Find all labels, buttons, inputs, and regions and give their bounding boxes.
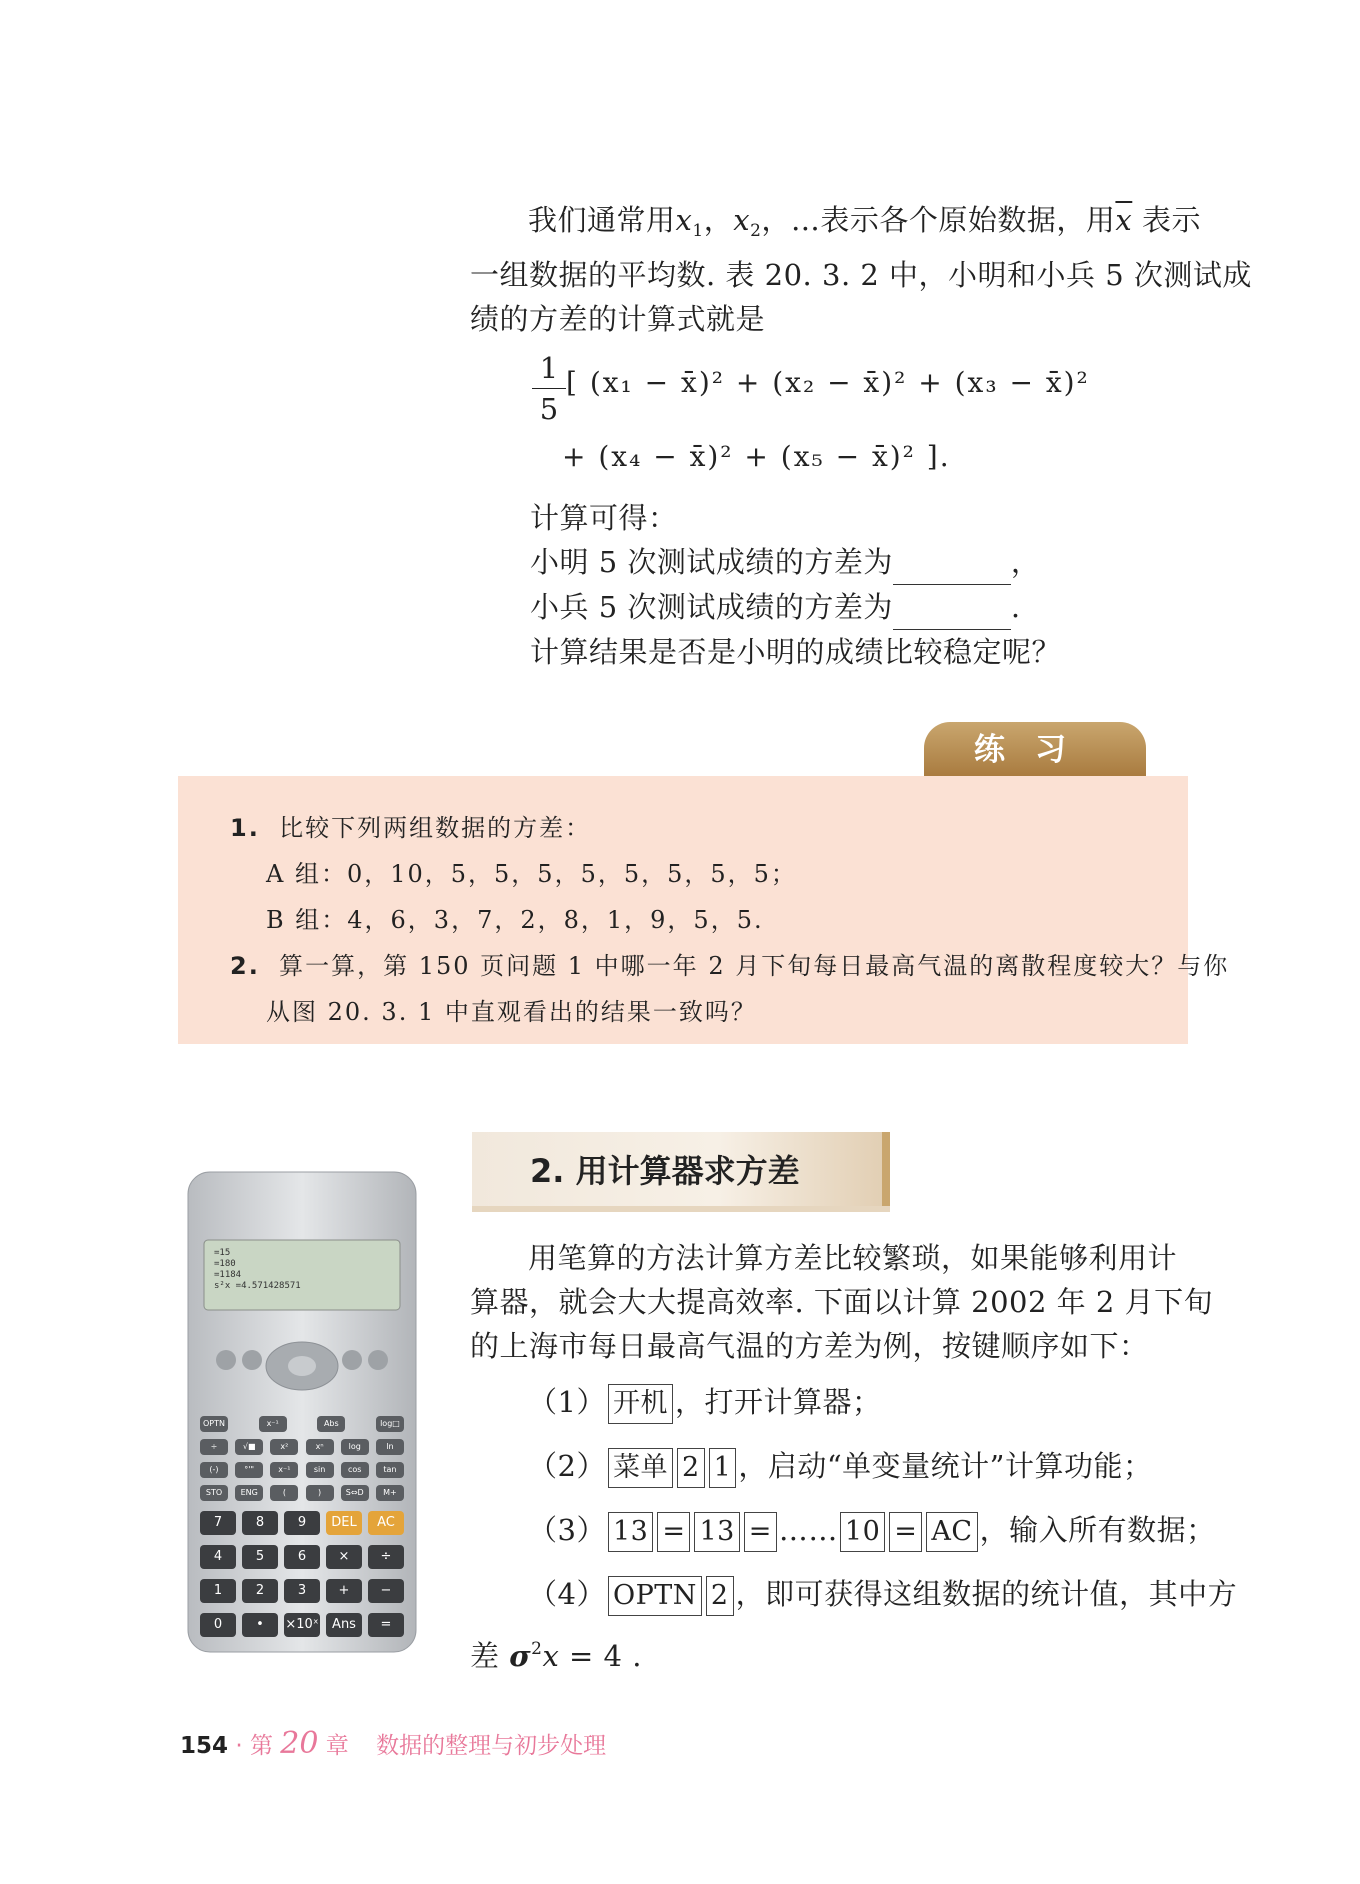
key-menu[interactable]: 菜单 — [608, 1448, 673, 1488]
section-paragraph — [470, 1236, 1214, 1368]
exercise-header: 练习 — [924, 722, 1146, 778]
exercise-q2-line2: 从图 20. 3. 1 中直观看出的结果一致吗？ — [266, 998, 757, 1026]
xiaoming-blank[interactable] — [893, 540, 1011, 585]
calculator-keypad — [200, 1390, 404, 1637]
calculator-key[interactable]: x² — [270, 1439, 298, 1455]
intro-paragraph — [470, 198, 1252, 341]
calculator-key[interactable]: = — [368, 1613, 404, 1637]
formula-line-1: [ (x₁ − x̄)² + (x₂ − x̄)² + (x₃ − x̄)² — [566, 366, 1090, 399]
calculator-key[interactable]: ln — [376, 1439, 404, 1455]
calculator-key-row — [200, 1439, 404, 1455]
calculator-key[interactable]: x⁻¹ — [259, 1416, 287, 1432]
calculator-image — [186, 1170, 418, 1654]
calculator-key-row — [200, 1511, 404, 1535]
calculator-key[interactable]: • — [242, 1613, 278, 1637]
calculator-screen: =15 =180 =1184 s²x =4.571428571 — [214, 1248, 301, 1291]
exercise-q1: 1. 比较下列两组数据的方差： — [230, 814, 592, 842]
calculator-key[interactable]: tan — [376, 1462, 404, 1478]
calculator-key[interactable]: 6 — [284, 1545, 320, 1569]
intro-line-3: 绩的方差的计算式就是 — [470, 302, 766, 336]
calculator-key[interactable]: ×10ˣ — [284, 1613, 320, 1637]
calc-label: 计算可得： — [530, 501, 678, 535]
key-1[interactable]: 1 — [709, 1448, 737, 1488]
calculator-key[interactable]: ( — [270, 1485, 298, 1501]
calculator-key[interactable]: STO — [200, 1485, 228, 1501]
calculator-key[interactable]: ENG — [235, 1485, 263, 1501]
calc-block — [530, 496, 1250, 674]
calculator-key[interactable]: ÷ — [200, 1439, 228, 1455]
calculator-key[interactable]: 9 — [284, 1511, 320, 1535]
calculator-key[interactable]: Ans — [326, 1613, 362, 1637]
chapter-title: 数据的整理与初步处理 — [376, 1733, 607, 1759]
step-4: （4） OPTN 2 ，即可获得这组数据的统计值，其中方 — [528, 1572, 1237, 1616]
calculator-key[interactable]: (-) — [200, 1462, 228, 1478]
intro-line-1: 我们通常用$x_1$，$x_2$，…表示各个原始数据，用$\overline{x}$ 表示 — [528, 203, 1202, 241]
calculator-key[interactable]: DEL — [326, 1511, 362, 1535]
calculator-key[interactable]: OPTN — [200, 1416, 228, 1432]
key-ac[interactable]: AC — [926, 1512, 977, 1552]
page-footer: 154 · 第 20 章 数据的整理与初步处理 — [180, 1726, 607, 1761]
key-equals[interactable]: = — [657, 1512, 690, 1552]
step-1: （1） 开机 ，打开计算器； — [528, 1380, 881, 1424]
section-line-1: 用笔算的方法计算方差比较繁琐，如果能够利用计 — [528, 1241, 1178, 1275]
calculator-key[interactable]: 5 — [242, 1545, 278, 1569]
calculator-key[interactable]: − — [368, 1579, 404, 1603]
calculator-key[interactable]: cos — [341, 1462, 369, 1478]
calculator-key[interactable]: M+ — [376, 1485, 404, 1501]
calculator-key[interactable]: Abs — [317, 1416, 345, 1432]
calculator-key-row — [200, 1485, 404, 1501]
calculator-key[interactable]: log□ — [376, 1416, 404, 1432]
calculator-key[interactable]: 2 — [242, 1579, 278, 1603]
calculator-key[interactable]: sin — [306, 1462, 334, 1478]
calculator-key-row — [200, 1613, 404, 1637]
calculator-key-row — [200, 1462, 404, 1478]
step-2: （2） 菜单 2 1 ，启动“单变量统计”计算功能； — [528, 1444, 1152, 1488]
calculator-key[interactable]: °'" — [235, 1462, 263, 1478]
key-2[interactable]: 2 — [677, 1448, 705, 1488]
section-line-3: 的上海市每日最高气温的方差为例，按键顺序如下： — [470, 1329, 1149, 1363]
calculator-key[interactable]: ÷ — [368, 1545, 404, 1569]
exercise-group-b: B 组：4，6，3，7，2，8，1，9，5，5. — [266, 906, 764, 934]
calculator-key[interactable]: 3 — [284, 1579, 320, 1603]
formula-fraction: 1 5 — [532, 350, 566, 427]
calculator-key[interactable]: xⁿ — [306, 1439, 334, 1455]
exercise-box — [178, 776, 1230, 1044]
calculator-key[interactable]: + — [326, 1579, 362, 1603]
xiaobing-blank[interactable] — [893, 585, 1011, 630]
calculator-key[interactable]: ) — [306, 1485, 334, 1501]
page-number: 154 — [180, 1733, 229, 1759]
exercise-q2: 2. 算一算，第 150 页问题 1 中哪一年 2 月下旬每日最高气温的离散程度较大？与你 — [230, 952, 1230, 980]
key-2[interactable]: 2 — [706, 1576, 734, 1616]
xiaobing-line: 小兵 5 次测试成绩的方差为 . — [530, 585, 1250, 630]
section-title: 2. 用计算器求方差 — [530, 1152, 800, 1190]
step-3: （3） 13 = 13 = …… 10 = AC ，输入所有数据； — [528, 1508, 1216, 1552]
calculator-key[interactable]: 8 — [242, 1511, 278, 1535]
calculator-key[interactable]: 4 — [200, 1545, 236, 1569]
calculator-key[interactable]: AC — [368, 1511, 404, 1535]
calculator-key[interactable]: × — [326, 1545, 362, 1569]
section-title-banner — [472, 1132, 890, 1206]
key-10[interactable]: 10 — [840, 1512, 885, 1552]
xiaoming-line: 小明 5 次测试成绩的方差为 ， — [530, 540, 1250, 585]
calculator-key-row — [200, 1545, 404, 1569]
calculator-key-row — [200, 1579, 404, 1603]
key-power-on[interactable]: 开机 — [608, 1384, 673, 1424]
calculator-key[interactable]: 1 — [200, 1579, 236, 1603]
calculator-key[interactable]: log — [341, 1439, 369, 1455]
key-optn[interactable]: OPTN — [608, 1576, 702, 1616]
calculator-key[interactable]: x⁻¹ — [270, 1462, 298, 1478]
calculator-key-row — [200, 1416, 404, 1432]
intro-line-2: 一组数据的平均数. 表 20. 3. 2 中，小明和小兵 5 次测试成 — [470, 258, 1252, 292]
step-4-line-2: 差 $\sigma^2x = 4$ . — [470, 1639, 642, 1673]
key-equals[interactable]: = — [744, 1512, 777, 1552]
key-equals[interactable]: = — [889, 1512, 922, 1552]
formula-line-2: + (x₄ − x̄)² + (x₅ − x̄)² ]. — [562, 440, 951, 473]
calculator-key[interactable]: S⇔D — [341, 1485, 369, 1501]
question-line: 计算结果是否是小明的成绩比较稳定呢？ — [530, 635, 1062, 669]
section-line-2: 算器，就会大大提高效率. 下面以计算 2002 年 2 月下旬 — [470, 1285, 1214, 1319]
key-13[interactable]: 13 — [694, 1512, 739, 1552]
key-13[interactable]: 13 — [608, 1512, 653, 1552]
exercise-group-a: A 组：0，10，5，5，5，5，5，5，5，5； — [266, 860, 797, 888]
calculator-key[interactable]: √■ — [235, 1439, 263, 1455]
calculator-key[interactable]: 0 — [200, 1613, 236, 1637]
calculator-key[interactable]: 7 — [200, 1511, 236, 1535]
chapter-number: 20 — [280, 1726, 319, 1761]
